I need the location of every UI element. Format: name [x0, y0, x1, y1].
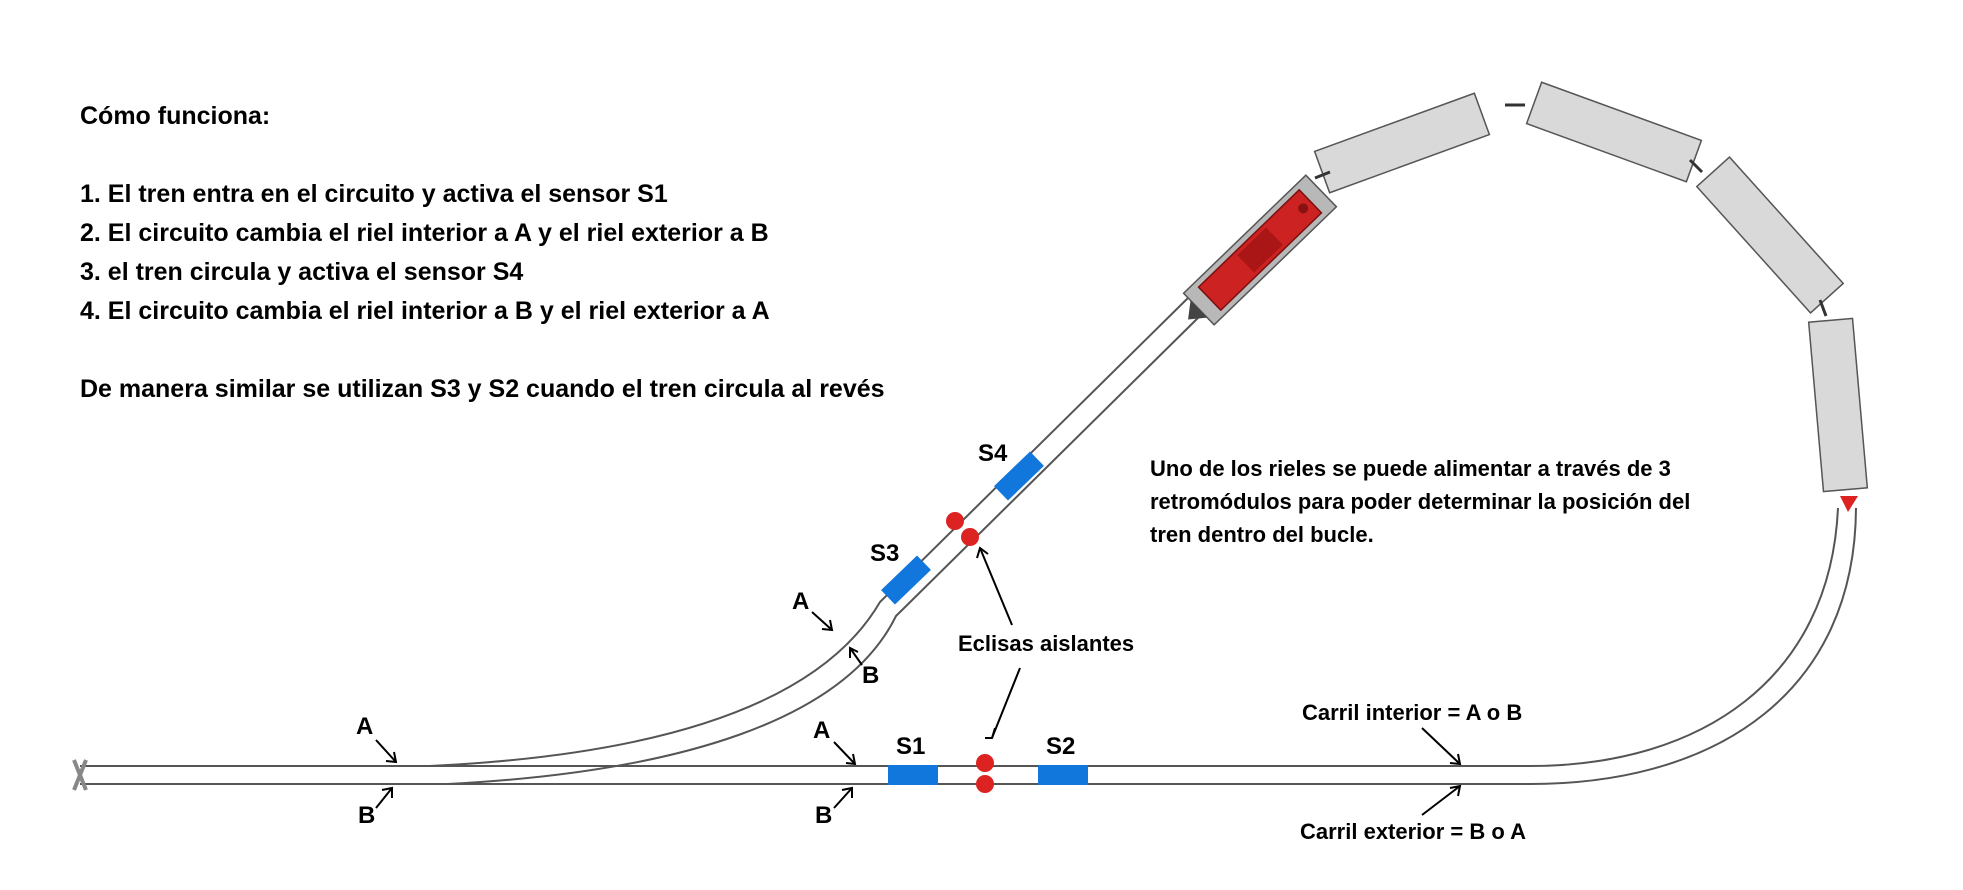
arrow-icon [834, 742, 855, 764]
joint-dot [976, 754, 994, 772]
outer-rail-label: Carril exterior = B o A [1300, 819, 1526, 844]
wagon-icon [1315, 93, 1490, 192]
buffer-stop-icon [74, 760, 86, 790]
instruction-step-1: 1. El tren entra en el circuito y activa el sensor S1 [80, 180, 668, 208]
rail-descriptions [1300, 700, 1526, 844]
arrow-icon [1422, 786, 1460, 815]
arrow-icon [812, 612, 832, 630]
inner-rail-label: Carril interior = A o B [1302, 700, 1523, 725]
train [1173, 82, 1868, 512]
sensor-s1-block [888, 765, 938, 785]
main-track [74, 760, 1530, 790]
wagon-icon [1697, 157, 1843, 313]
insulating-joints-label: Eclisas aislantes [958, 631, 1135, 656]
instructions-heading: Cómo funciona: [80, 102, 271, 130]
arrow-icon [376, 740, 396, 762]
locomotive-icon [1173, 175, 1337, 335]
rail-label-b: B [862, 662, 880, 689]
rail-label-a: A [813, 717, 831, 744]
joint-arrow [980, 548, 1012, 625]
rail-label-a: A [792, 588, 810, 615]
joint-arrow [992, 668, 1020, 738]
instructions-note: De manera similar se utilizan S3 y S2 cuando el tren circula al revés [80, 375, 885, 403]
wagon-icon [1809, 318, 1868, 491]
joint-dot [946, 512, 964, 530]
sensor-s2-label: S2 [1046, 733, 1076, 760]
loop-inner-rail [1530, 508, 1838, 766]
branch-upper-rail [430, 296, 1190, 766]
loop-outer-rail [1530, 508, 1856, 784]
sensor-s4-label: S4 [978, 440, 1008, 467]
sensor-s2-block [1038, 765, 1088, 785]
arrow-icon [376, 788, 392, 808]
rail-label-b: B [358, 802, 376, 829]
joint-dot [961, 528, 979, 546]
feeding-note-line-1: Uno de los rieles se puede alimentar a través de 3 [1150, 456, 1671, 481]
loop-track [1530, 508, 1856, 784]
feeding-note-line-3: tren dentro del bucle. [1150, 522, 1374, 547]
insulating-joints [946, 512, 1134, 793]
instruction-step-4: 4. El circuito cambia el riel interior a B y el riel exterior a A [80, 297, 770, 325]
branch-track [430, 296, 1206, 784]
sensors [870, 440, 1088, 785]
feeding-note-line-2: retromódulos para poder determinar la posición del [1150, 489, 1691, 514]
arrow-icon [850, 648, 862, 665]
instruction-step-3: 3. el tren circula y activa el sensor S4 [80, 258, 524, 286]
instruction-step-2: 2. El circuito cambia el riel interior a A y el riel exterior a B [80, 219, 769, 247]
joint-dot [976, 775, 994, 793]
arrow-icon [1422, 728, 1460, 764]
feeding-note [1150, 456, 1690, 547]
arrow-icon [834, 788, 852, 808]
sensor-s1-label: S1 [896, 733, 926, 760]
rail-label-a: A [356, 713, 374, 740]
instructions [80, 102, 885, 403]
sensor-s3-label: S3 [870, 540, 900, 567]
rail-label-b: B [815, 802, 833, 829]
wagon-icon [1527, 82, 1702, 181]
